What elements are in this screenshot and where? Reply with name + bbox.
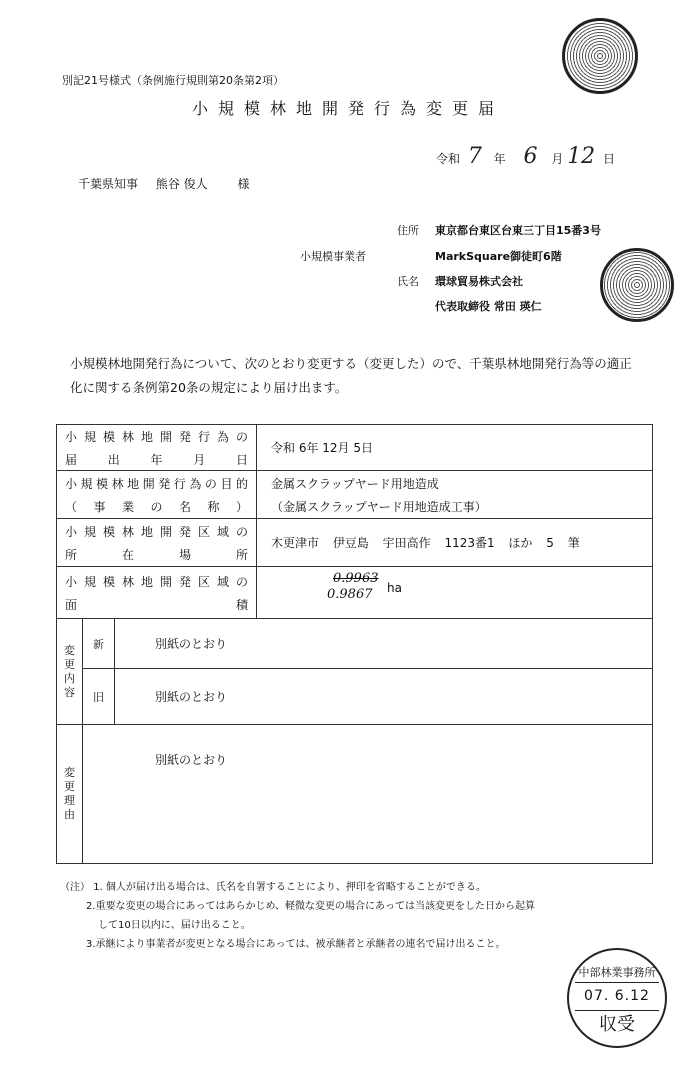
row-area — [57, 567, 653, 619]
vertical-char: 内 — [64, 671, 75, 685]
row2-label-b: （事業の名称） — [65, 499, 248, 514]
declaration-text: 小規模林地開発行為について、次のとおり変更する（変更した）ので、千葉県林地開発行為等の適正化に関する条例第20条の規定により届け出ます。 — [70, 356, 632, 395]
row2-label-a: 小規模林地開発行為の目的 — [65, 476, 248, 491]
row1-value: 令和 6年 12月 5日 — [257, 425, 653, 471]
representative-name: 代表取締役 常田 瑛仁 — [435, 300, 542, 313]
row1-label-a: 小規模林地開発行為の — [65, 429, 248, 444]
form-number: 別記21号様式（条例施行規則第20条第2項） — [62, 74, 284, 87]
vertical-char: 由 — [64, 808, 75, 821]
notification-table — [56, 424, 653, 864]
address-label: 住所 — [397, 224, 419, 237]
row3-label-b: 所在場所 — [65, 547, 248, 562]
label-cell — [57, 567, 257, 619]
receipt-stamp — [567, 948, 667, 1048]
row3-label-a: 小規模林地開発区域の — [65, 524, 248, 539]
row2-value-b: （金属スクラップヤード用地造成工事） — [271, 499, 487, 514]
new-value: 別紙のとおり — [115, 619, 653, 669]
notes — [60, 878, 535, 954]
area-new: 0.9867 — [327, 587, 373, 602]
address-line2: MarkSquare御徒町6階 — [435, 250, 562, 263]
area-old: 0.9963 — [333, 571, 379, 586]
note-2a: 2.重要な変更の場合にあってはあらかじめ、軽微な変更の場合にあっては当該変更をした日から起算 — [86, 901, 535, 912]
reason-value: 別紙のとおり — [83, 725, 653, 864]
date-day-unit: 日 — [603, 152, 616, 166]
vertical-char: 変 — [64, 766, 75, 779]
row4-value-cell — [257, 567, 653, 619]
name-label: 氏名 — [397, 275, 419, 288]
old-label: 旧 — [83, 669, 115, 725]
stamp-label: 収受 — [599, 1014, 635, 1035]
date-year: 7 — [467, 144, 482, 169]
date-era: 令和 — [436, 152, 461, 166]
note-3: 3.承継により事業者が変更となる場合にあっては、被承継者と承継者の連名で届け出ること。 — [86, 939, 506, 950]
stamp-office: 中部林業事務所 — [578, 966, 656, 979]
address-line1: 東京都台東区台東三丁目15番3号 — [435, 224, 601, 237]
vertical-char: 更 — [64, 780, 75, 793]
row4-label-b: 面積 — [65, 597, 248, 612]
change-content-label — [57, 619, 83, 725]
document-title: 小規模林地開発行為変更届 — [191, 99, 504, 118]
addressee-office: 千葉県知事 — [78, 177, 139, 191]
note-2b: して10日以内に、届け出ること。 — [98, 920, 251, 931]
revenue-stamp-seal — [562, 18, 638, 94]
addressee-name: 熊谷 俊人 — [155, 177, 208, 191]
date-year-unit: 年 — [493, 152, 506, 166]
vertical-char: 容 — [64, 685, 75, 699]
company-seal — [600, 248, 674, 322]
row2-value-a: 金属スクラップヤード用地造成 — [271, 476, 439, 491]
row-purpose — [57, 471, 653, 519]
row1-label-b: 届出年月日 — [65, 452, 248, 467]
area-unit: ha — [387, 581, 402, 595]
row4-label-a: 小規模林地開発区域の — [65, 574, 248, 589]
vertical-char: 理 — [64, 794, 75, 807]
note-1: （注） 1. 個人が届け出る場合は、氏名を自署することにより、押印を省略することができる。 — [60, 882, 486, 893]
applicant-role: 小規模事業者 — [300, 250, 366, 263]
date-month: 6 — [523, 144, 538, 169]
submission-date — [436, 144, 615, 169]
addressee-honorific: 様 — [237, 177, 250, 191]
reason-label — [57, 725, 83, 864]
row-notification-date — [57, 425, 653, 471]
date-month-unit: 月 — [551, 152, 564, 166]
vertical-char: 変 — [64, 643, 75, 657]
stamp-date: 07. 6.12 — [584, 988, 650, 1004]
label-cell — [57, 519, 257, 567]
vertical-char: 更 — [64, 657, 75, 671]
company-name: 環球貿易株式会社 — [435, 275, 523, 288]
row-change-new — [57, 619, 653, 669]
old-value: 別紙のとおり — [115, 669, 653, 725]
label-cell — [57, 425, 257, 471]
new-label: 新 — [83, 619, 115, 669]
row-location — [57, 519, 653, 567]
date-day: 12 — [567, 144, 596, 169]
notes-prefix: （注） — [60, 882, 90, 893]
change-content-text — [57, 644, 82, 700]
row3-value: 木更津市 伊豆島 宇田高作 1123番1 ほか 5 筆 — [257, 519, 653, 567]
row2-value-cell — [257, 471, 653, 519]
addressee — [78, 175, 264, 192]
row-change-reason — [57, 725, 653, 864]
row-change-old — [57, 669, 653, 725]
reason-text — [57, 766, 82, 822]
label-cell — [57, 471, 257, 519]
